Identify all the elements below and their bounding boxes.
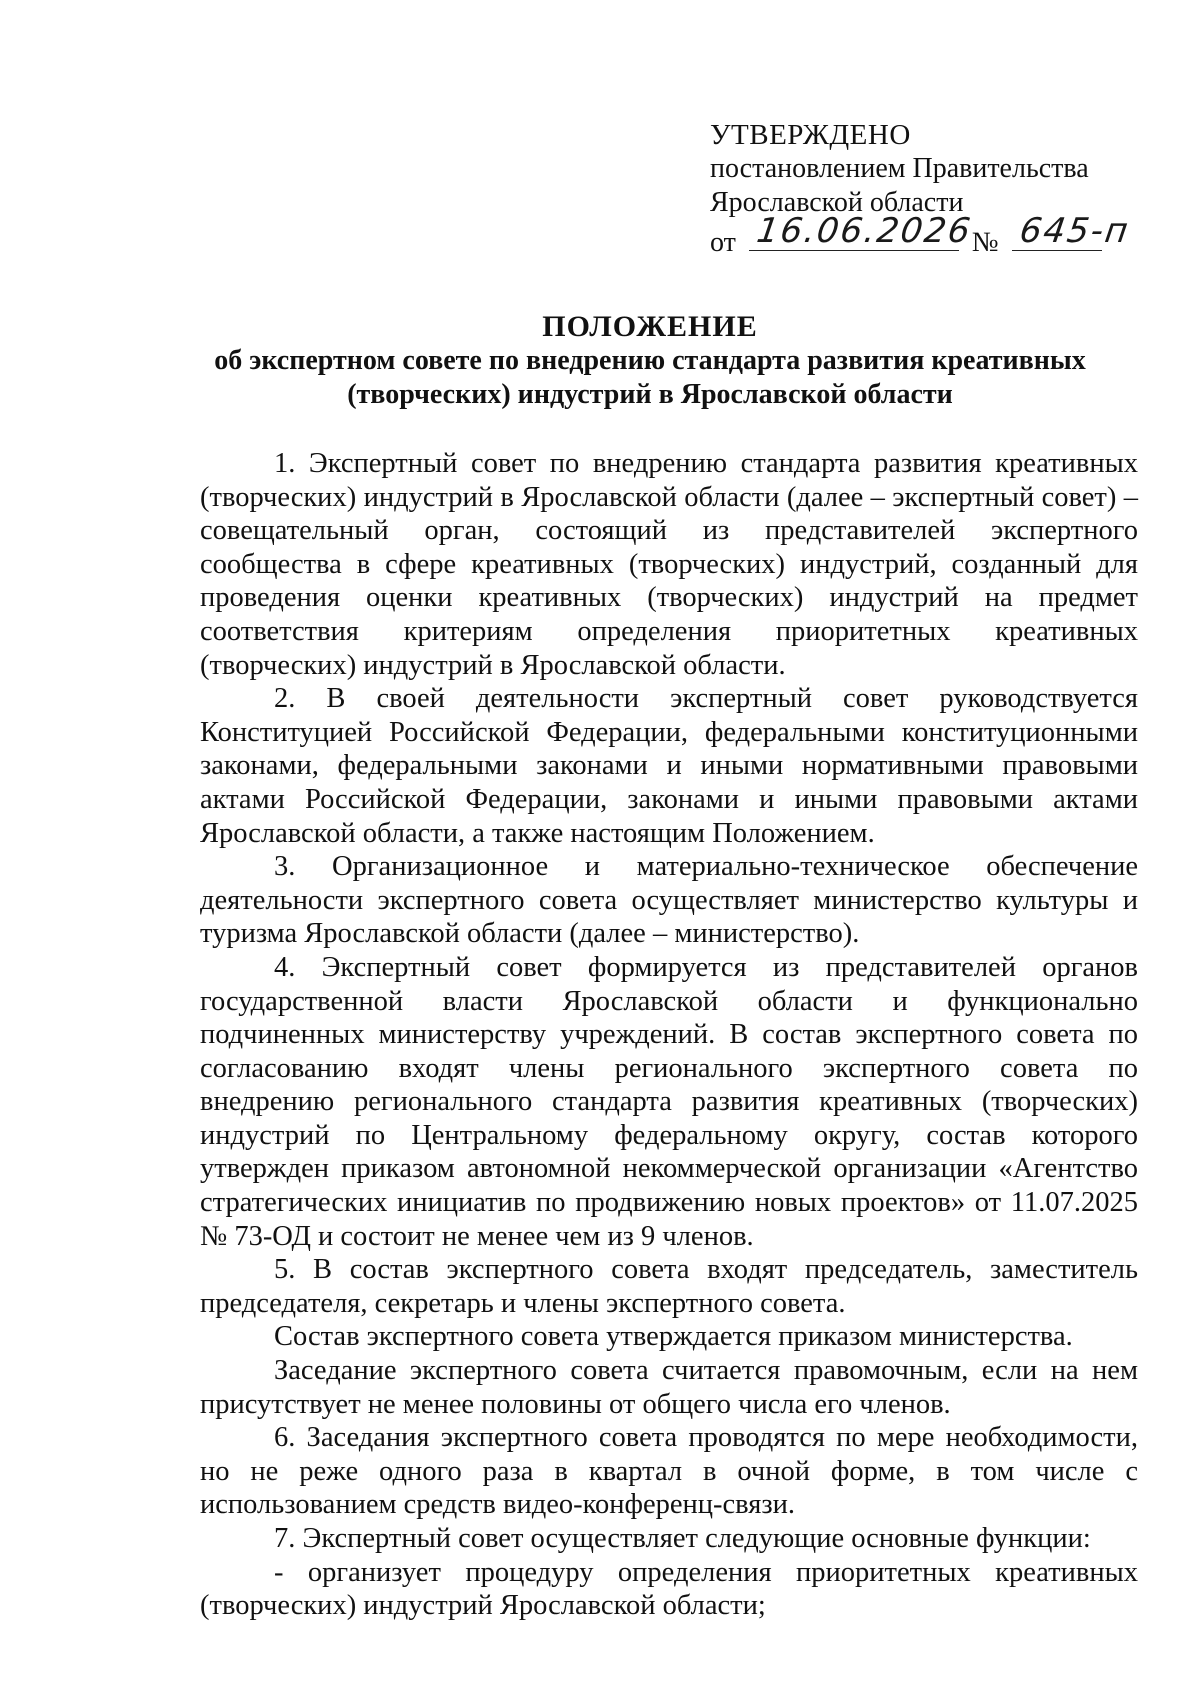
document-title: ПОЛОЖЕНИЕ: [542, 310, 758, 343]
paragraph-1: 1. Экспертный совет по внедрению стандарта развития креативных (творческих) индустрий в Ярославской области (далее – экспертный совет) – совещательный орган, состоящий из представителей экспертного сообщества в сфере креативных (творческих) индустрий, созданный для проведения оценки креативных (творческих) индустрий на предмет соответствия критериям определения приоритетных креативных (творческих) индустрий в Ярославской области.: [200, 448, 1138, 681]
document-subtitle-line-2: (творческих) индустрий в Ярославской области: [347, 379, 953, 410]
paragraph-2: 2. В своей деятельности экспертный совет руководствуется Конституцией Российской Федерации, федеральными конституционными законами, федеральными законами и иными нормативными правовыми актами Российской Федерации, законами и иными правовыми актами Ярославской области, а также настоящим Положением.: [200, 683, 1138, 849]
paragraph-3: 3. Организационное и материально-техническое обеспечение деятельности экспертного совета осуществляет министерство культуры и туризма Ярославской области (далее – министерство).: [200, 851, 1138, 950]
date-prefix: от: [710, 227, 736, 258]
handwritten-date: 16.06.2026: [754, 211, 975, 251]
date-field: [749, 211, 975, 251]
number-prefix: №: [971, 227, 999, 258]
approval-line-1: постановлением Правительства: [710, 153, 1089, 184]
document-heading: [200, 310, 1100, 412]
handwritten-number: 645-п: [1016, 211, 1132, 251]
paragraph-5-quorum: Заседание экспертного совета считается правомочным, если на нем присутствует не менее половины от общего числа его членов.: [200, 1355, 1138, 1420]
paragraph-5-composition: Состав экспертного совета утверждается приказом министерства.: [274, 1321, 1073, 1353]
approval-title: УТВЕРЖДЕНО: [710, 119, 911, 151]
paragraph-5: 5. В состав экспертного совета входят председатель, заместитель председателя, секретарь и члены экспертного совета.: [200, 1254, 1138, 1319]
document-subtitle-line-1: об экспертном совете по внедрению стандарта развития креативных: [214, 345, 1086, 376]
paragraph-7: 7. Экспертный совет осуществляет следующие основные функции:: [274, 1523, 1091, 1554]
approval-date-row: [710, 211, 1132, 260]
paragraph-6: 6. Заседания экспертного совета проводятся по мере необходимости, но не реже одного раза в квартал в очной форме, в том числе с использованием средств видео-конференц-связи.: [200, 1422, 1138, 1521]
paragraph-4: 4. Экспертный совет формируется из представителей органов государственной власти Ярославской области и функционально подчиненных министерству учреждений. В состав экспертного совета по согласованию входят члены регионального экспертного совета по внедрению регионального стандарта развития креативных (творческих) индустрий по Центральному федеральному округу, состав которого утвержден приказом автономной некоммерческой организации «Агентство стратегических инициатив по продвижению новых проектов» от 11.07.2025 № 73-ОД и состоит не менее чем из 9 членов.: [200, 951, 1138, 1252]
approval-line-2: Ярославской области: [710, 187, 964, 218]
number-field: [1012, 211, 1132, 251]
paragraph-7-item-1: - организует процедуру определения приоритетных креативных (творческих) индустрий Ярославской области;: [200, 1556, 1138, 1622]
document-body: [200, 447, 1138, 1623]
approval-stamp-block: [710, 118, 1132, 260]
